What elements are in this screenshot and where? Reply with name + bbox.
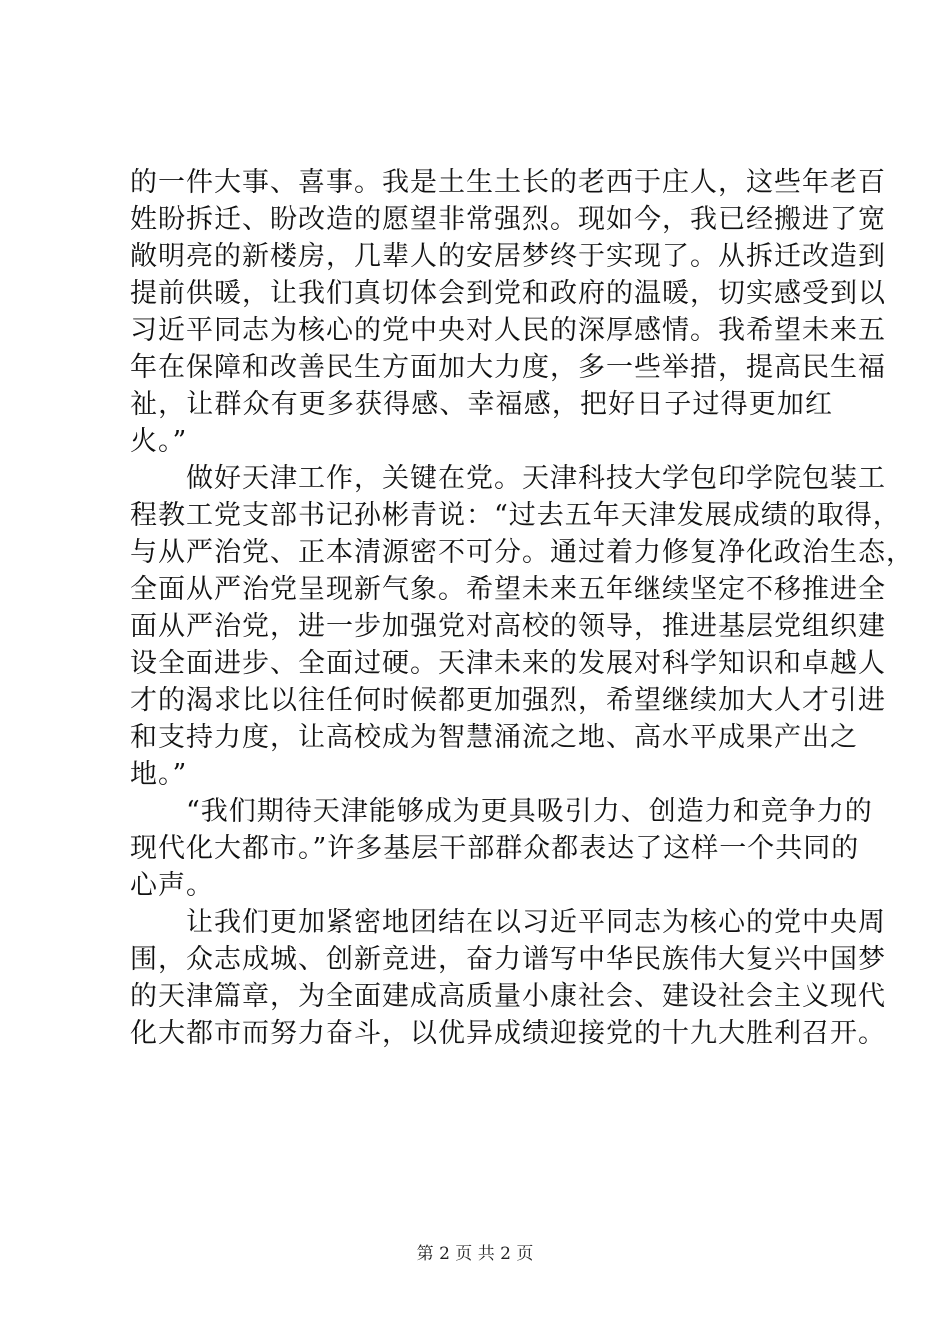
page-number-label: 第 2 页 共 2 页 bbox=[416, 1244, 534, 1264]
text-line: 现代化大都市。”许多基层干部群众都表达了这样一个共同的 bbox=[130, 833, 860, 864]
text-line: 面从严治党，进一步加强党对高校的领导，推进基层党组织建 bbox=[130, 611, 886, 642]
text-line: 化大都市而努力奋斗，以优异成绩迎接党的十九大胜利召开。 bbox=[130, 1018, 886, 1049]
text-line: 的一件大事、喜事。我是土生土长的老西于庄人，这些年老百 bbox=[130, 167, 886, 198]
text-line: 做好天津工作，关键在党。天津科技大学包印学院包装工 bbox=[130, 463, 886, 494]
text-line: 围，众志成城、创新竞进，奋力谱写中华民族伟大复兴中国梦 bbox=[130, 944, 886, 975]
text-line: 全面从严治党呈现新气象。希望未来五年继续坚定不移推进全 bbox=[130, 574, 886, 605]
text-line: 习近平同志为核心的党中央对人民的深厚感情。我希望未来五 bbox=[130, 315, 886, 346]
text-line: 敞明亮的新楼房，几辈人的安居梦终于实现了。从拆迁改造到 bbox=[130, 241, 886, 272]
text-line: 火。” bbox=[130, 426, 188, 457]
page-footer bbox=[0, 1243, 950, 1265]
text-line: 和支持力度，让高校成为智慧涌流之地、高水平成果产出之 bbox=[130, 722, 858, 753]
text-line: 让我们更加紧密地团结在以习近平同志为核心的党中央周 bbox=[130, 907, 886, 938]
text-line: 姓盼拆迁、盼改造的愿望非常强烈。现如今，我已经搬进了宽 bbox=[130, 204, 886, 235]
text-line: 提前供暖，让我们真切体会到党和政府的温暖，切实感受到以 bbox=[130, 278, 886, 309]
text-line: 才的渴求比以往任何时候都更加强烈，希望继续加大人才引进 bbox=[130, 685, 886, 716]
text-line: 年在保障和改善民生方面加大力度，多一些举措，提高民生福 bbox=[130, 352, 886, 383]
text-line: 程教工党支部书记孙彬青说：“过去五年天津发展成绩的取得， bbox=[130, 500, 901, 531]
text-line: 设全面进步、全面过硬。天津未来的发展对科学知识和卓越人 bbox=[130, 648, 886, 679]
text-line: 地。” bbox=[130, 759, 188, 790]
text-line: 与从严治党、正本清源密不可分。通过着力修复净化政治生态， bbox=[130, 537, 914, 568]
body-text bbox=[130, 164, 914, 1052]
text-line: 祉，让群众有更多获得感、幸福感，把好日子过得更加红 bbox=[130, 389, 833, 420]
text-line: 心声。 bbox=[130, 870, 214, 901]
text-line: “我们期待天津能够成为更具吸引力、创造力和竞争力的 bbox=[130, 796, 873, 827]
text-line: 的天津篇章，为全面建成高质量小康社会、建设社会主义现代 bbox=[130, 981, 886, 1012]
